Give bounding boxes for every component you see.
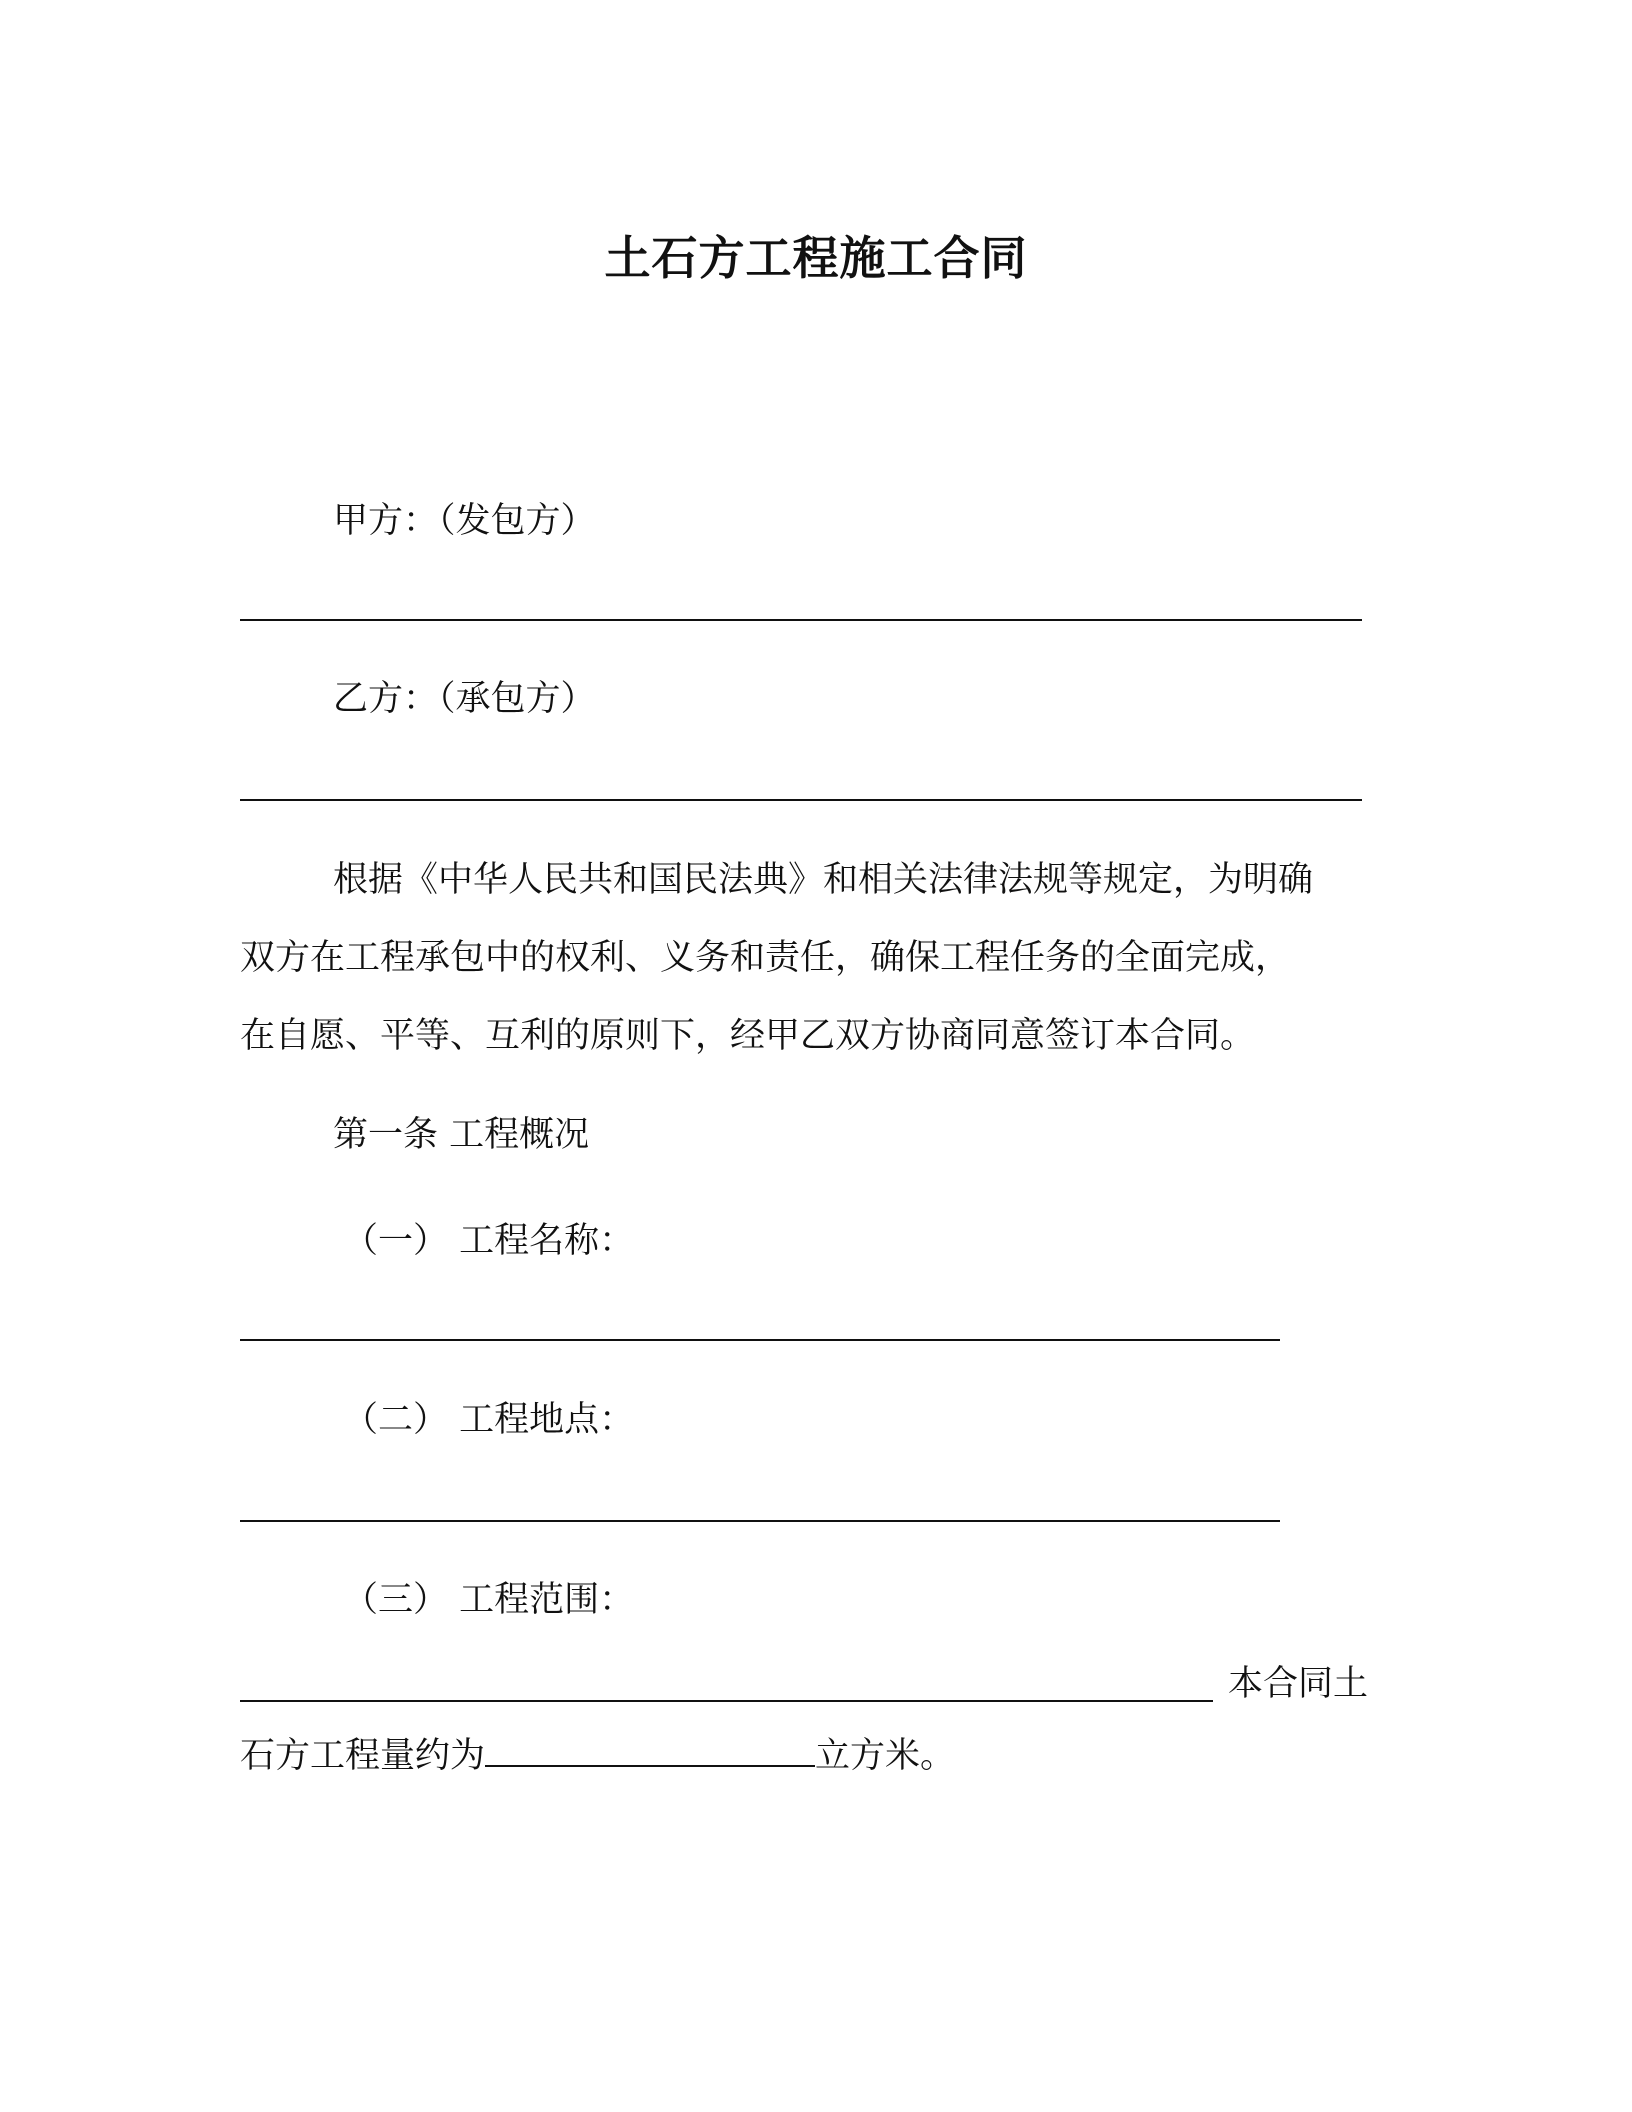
item-3-label: （三） 工程范围： — [343, 1580, 635, 1620]
quantity-line — [240, 1732, 955, 1780]
intro-paragraph-line-2: 双方在工程承包中的权利、义务和责任，确保工程任务的全面完成， — [240, 938, 1291, 978]
quantity-suffix: 立方米。 — [815, 1736, 956, 1776]
item-3-blank-line — [240, 1700, 1213, 1702]
party-a-label: 甲方：（发包方） — [333, 501, 596, 541]
quantity-blank-line — [485, 1735, 815, 1767]
item-1-blank-line — [240, 1339, 1280, 1341]
item-2-label: （二） 工程地点： — [343, 1400, 635, 1440]
intro-paragraph-line-1: 根据《中华人民共和国民法典》和相关法律法规等规定，为明确 — [333, 860, 1314, 900]
intro-paragraph-line-3: 在自愿、平等、互利的原则下，经甲乙双方协商同意签订本合同。 — [240, 1016, 1256, 1056]
scope-trailing-text: 本合同土 — [1228, 1664, 1369, 1704]
party-b-blank-line — [240, 799, 1362, 801]
item-1-label: （一） 工程名称： — [343, 1221, 635, 1261]
article-1-heading: 第一条 工程概况 — [333, 1115, 590, 1155]
party-a-blank-line — [240, 619, 1362, 621]
item-2-blank-line — [240, 1520, 1280, 1522]
page-title: 土石方工程施工合同 — [604, 231, 1028, 285]
quantity-prefix: 石方工程量约为 — [240, 1736, 486, 1776]
party-b-label: 乙方：（承包方） — [333, 679, 596, 719]
